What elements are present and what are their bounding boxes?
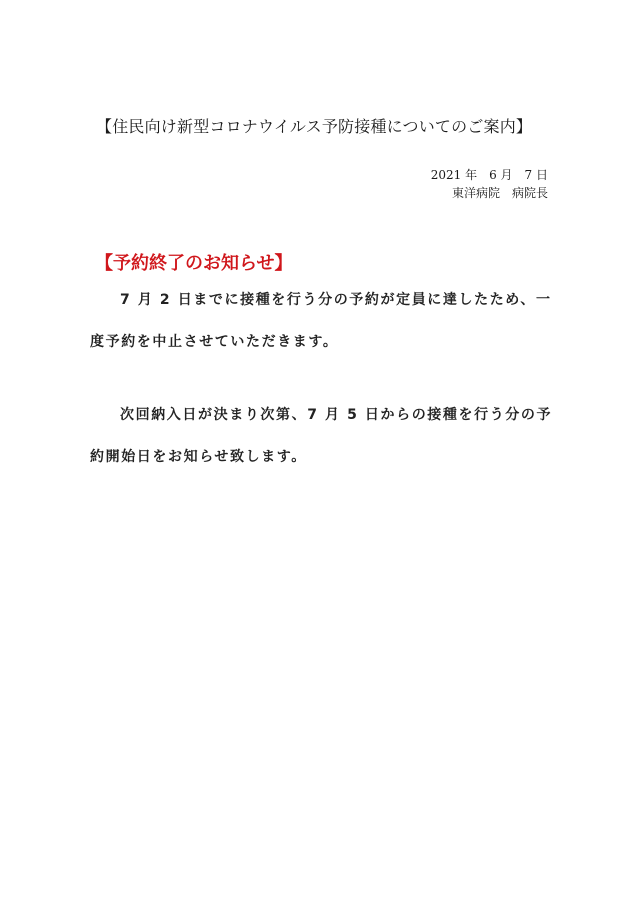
paragraph-1-line-1: 7 月 2 日までに接種を行う分の予約が定員に達したため、一: [120, 292, 552, 308]
paragraph-1-line-2: 度予約を中止させていただきます。: [90, 334, 339, 350]
notice-paragraph-1: [90, 290, 552, 374]
document-meta: [431, 166, 548, 202]
notice-heading: 【予約終了のお知らせ】: [95, 253, 293, 274]
document-title: 【住民向け新型コロナウイルス予防接種についてのご案内】: [96, 117, 533, 136]
paragraph-2-line-1: 次回納入日が決まり次第、7 月 5 日からの接種を行う分の予: [120, 407, 553, 423]
document-date: 2021 年 6 月 7 日: [430, 168, 548, 182]
notice-paragraph-2: [90, 405, 552, 489]
document-author: 東洋病院 病院長: [451, 186, 548, 200]
paragraph-2-line-2: 約開始日をお知らせ致します。: [90, 449, 307, 465]
